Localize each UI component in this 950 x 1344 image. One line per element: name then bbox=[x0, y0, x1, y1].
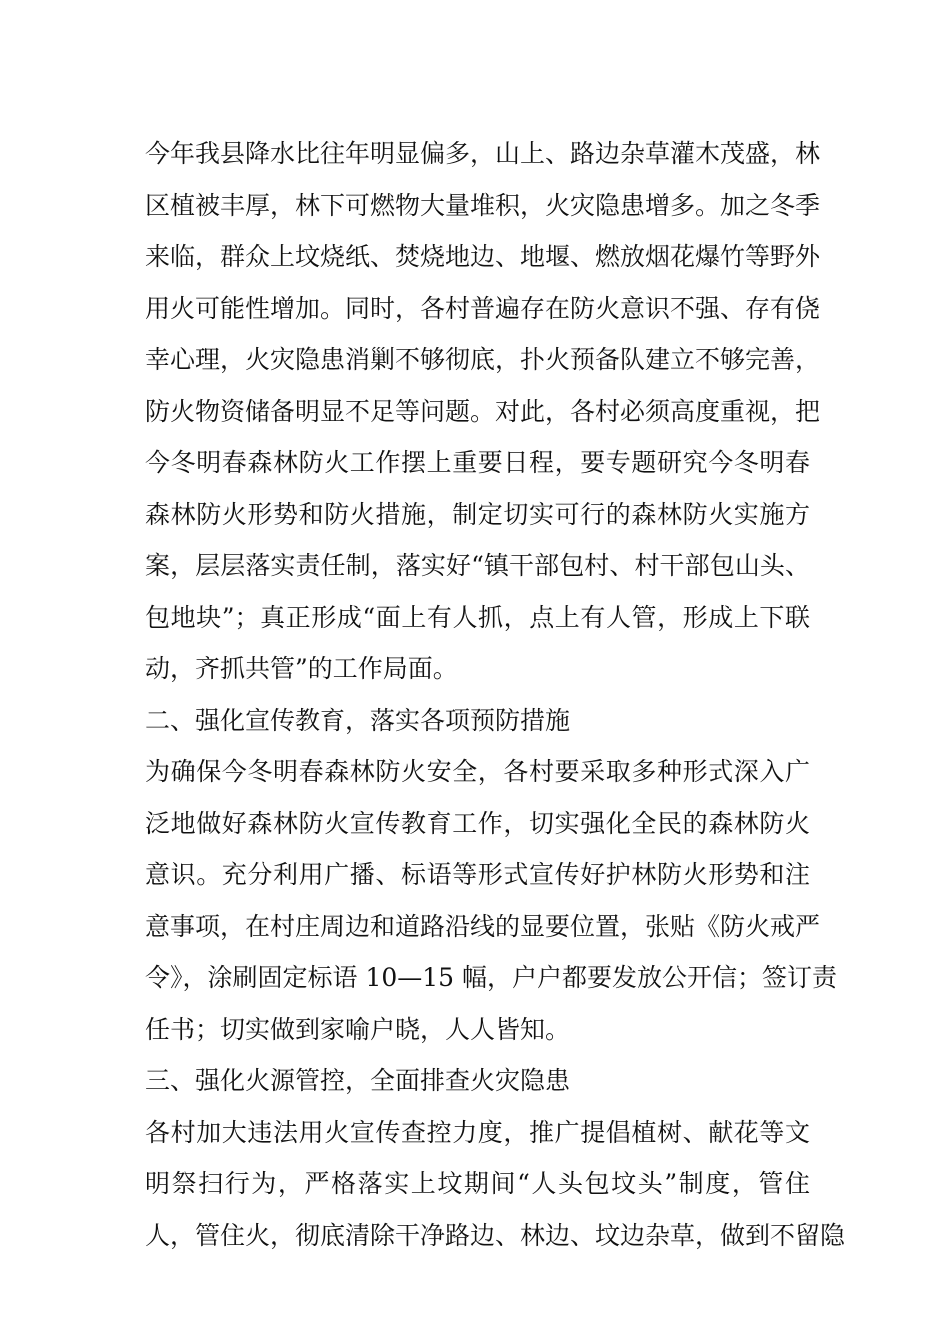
text-line: 案，层层落实责任制，落实好“镇干部包村、村干部包山头、 bbox=[145, 551, 810, 580]
text-line: 明祭扫行为，严格落实上坟期间“人头包坟头”制度，管住 bbox=[145, 1169, 810, 1198]
text-line: 为确保今冬明春森林防火安全，各村要采取多种形式深入广 bbox=[145, 757, 810, 786]
text-line: 任书；切实做到家喻户晓，人人皆知。 bbox=[145, 1014, 571, 1044]
text-line: 森林防火形势和防火措施，制定切实可行的森林防火实施方 bbox=[145, 499, 810, 529]
text-line: 意事项，在村庄周边和道路沿线的显要位置，张贴《防火戒严 bbox=[145, 911, 821, 941]
text-line: 泛地做好森林防火宣传教育工作，切实强化全民的森林防火 bbox=[145, 808, 810, 838]
text-line: 用火可能性增加。同时，各村普遍存在防火意识不强、存有侥 bbox=[145, 293, 821, 323]
section-heading: 二、强化宣传教育，落实各项预防措施 bbox=[145, 705, 571, 735]
text-line: 来临，群众上坟烧纸、焚烧地边、地堰、燃放烟花爆竹等野外 bbox=[145, 242, 821, 271]
text-line: 幸心理，火灾隐患消剿不够彻底，扑火预备队建立不够完善， bbox=[145, 345, 821, 374]
text-line: 区植被丰厚，林下可燃物大量堆积，火灾隐患增多。加之冬季 bbox=[145, 190, 821, 220]
text-line: 人，管住火，彻底清除干净路边、林边、坟边杂草，做到不留隐 bbox=[145, 1220, 846, 1250]
document-body bbox=[145, 128, 846, 1261]
text-line: 动，齐抓共管”的工作局面。 bbox=[145, 654, 458, 683]
text-line: 各村加大违法用火宣传查控力度，推广提倡植树、献花等文 bbox=[145, 1117, 810, 1147]
text-line: 今冬明春森林防火工作摆上重要日程，要专题研究今冬明春 bbox=[145, 448, 810, 477]
text-line: 令》，涂刷固定标语 10—15 幅，户户都要发放公开信；签订责 bbox=[145, 963, 838, 992]
section-heading: 三、强化火源管控，全面排查火灾隐患 bbox=[145, 1066, 571, 1095]
text-line: 意识。充分利用广播、标语等形式宣传好护林防火形势和注 bbox=[145, 860, 810, 889]
text-line: 包地块”；真正形成“面上有人抓，点上有人管，形成上下联 bbox=[145, 602, 810, 632]
text-line: 今年我县降水比往年明显偏多，山上、路边杂草灌木茂盛，林 bbox=[145, 139, 821, 168]
text-line: 防火物资储备明显不足等问题。对此，各村必须高度重视，把 bbox=[145, 396, 821, 426]
